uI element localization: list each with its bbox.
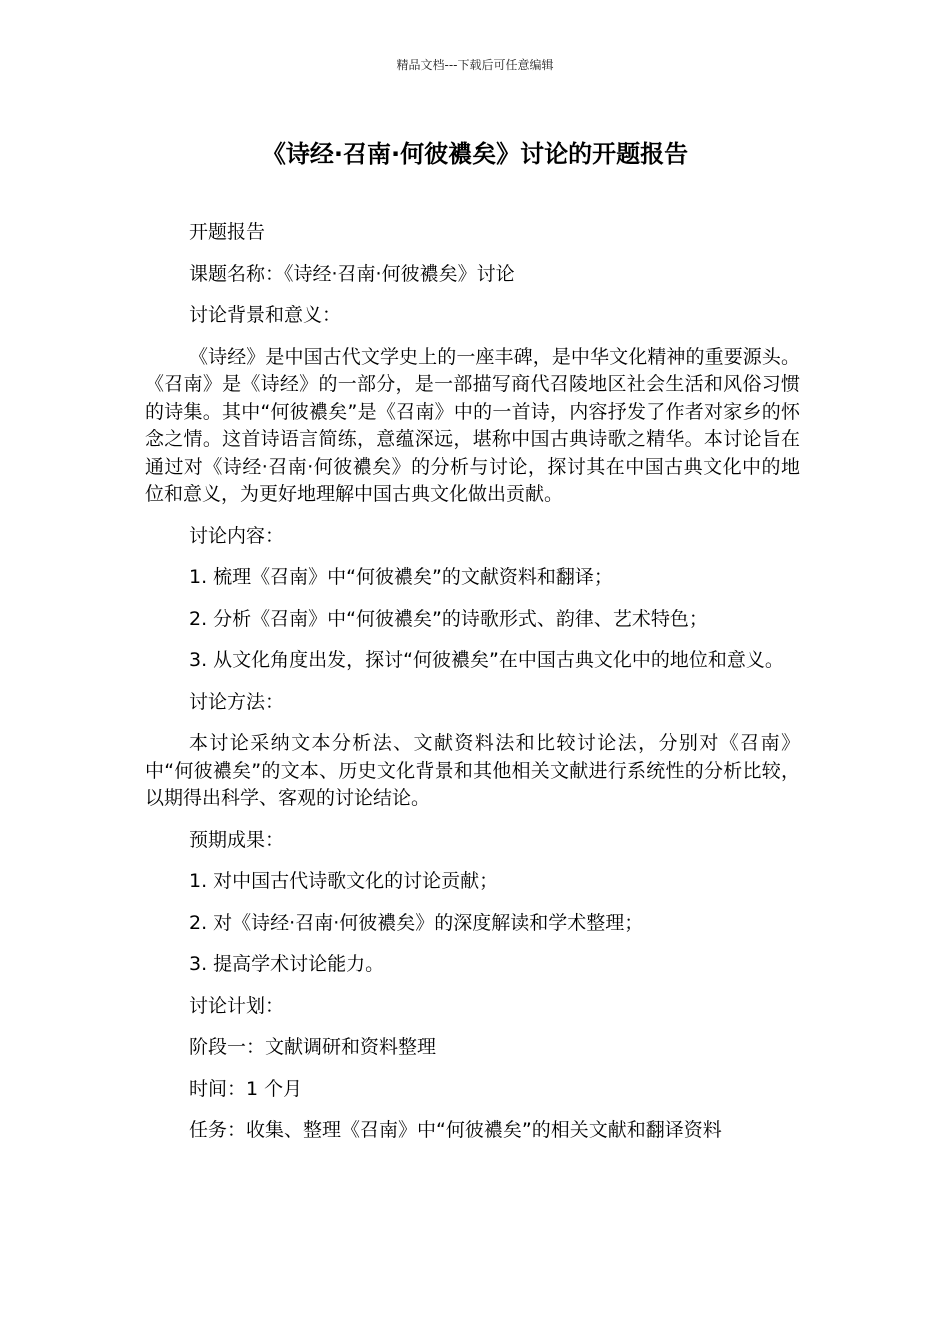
heading-method: 讨论方法：	[189, 690, 285, 713]
plan-stage-1: 阶段一：文献调研和资料整理	[189, 1036, 437, 1058]
list-item-result-3: 3. 提高学术讨论能力。	[189, 953, 385, 975]
plan-task: 任务：收集、整理《召南》中“何彼襛矣”的相关文献和翻译资料	[189, 1119, 722, 1141]
page-header: 精品文档---下载后可任意编辑	[396, 58, 554, 72]
list-item-content-3: 3. 从文化角度出发，探讨“何彼襛矣”在中国古典文化中的地位和意义。	[189, 649, 784, 671]
list-item-content-1: 1. 梳理《召南》中“何彼襛矣”的文献资料和翻译；	[189, 566, 613, 588]
heading-background: 讨论背景和意义：	[189, 304, 342, 326]
list-item-content-2: 2. 分析《召南》中“何彼襛矣”的诗歌形式、韵律、艺术特色；	[189, 607, 708, 630]
heading-content: 讨论内容：	[189, 524, 285, 547]
plan-time: 时间：1 个月	[189, 1077, 303, 1100]
list-item-result-1: 1. 对中国古代诗歌文化的讨论贡献；	[189, 870, 499, 892]
list-item-result-2: 2. 对《诗经·召南·何彼襛矣》的深度解读和学术整理；	[189, 911, 644, 934]
document-title: 《诗经·召南·何彼襛矣》讨论的开题报告	[261, 140, 689, 168]
heading-plan: 讨论计划：	[189, 994, 285, 1017]
paragraph-topic-name: 课题名称：《诗经·召南·何彼襛矣》讨论	[189, 262, 515, 285]
document-body	[145, 219, 800, 1159]
paragraph-background: 《诗经》是中国古代文学史上的一座丰碑，是中华文化精神的重要源头。《召南》是《诗经》的一部分，是一部描写商代召陵地区社会生活和风俗习惯的诗集。其中“何彼襛矣”是《召南》中的一首诗，内容抒发了作者对家乡的怀念之情。这首诗语言简练，意蕴深远，堪称中国古典诗歌之精华。本讨论旨在通过对《诗经·召南·何彼襛矣》的分析与讨论，探讨其在中国古典文化中的地位和意义，为更好地理解中国古典文化做出贡献。	[145, 345, 800, 505]
paragraph-method: 本讨论采纳文本分析法、文献资料法和比较讨论法，分别对《召南》中“何彼襛矣”的文本、历史文化背景和其他相关文献进行系统性的分析比较，以期得出科学、客观的讨论结论。	[145, 732, 800, 809]
paragraph-report-label: 开题报告	[189, 221, 266, 243]
heading-expected-results: 预期成果：	[189, 828, 285, 851]
